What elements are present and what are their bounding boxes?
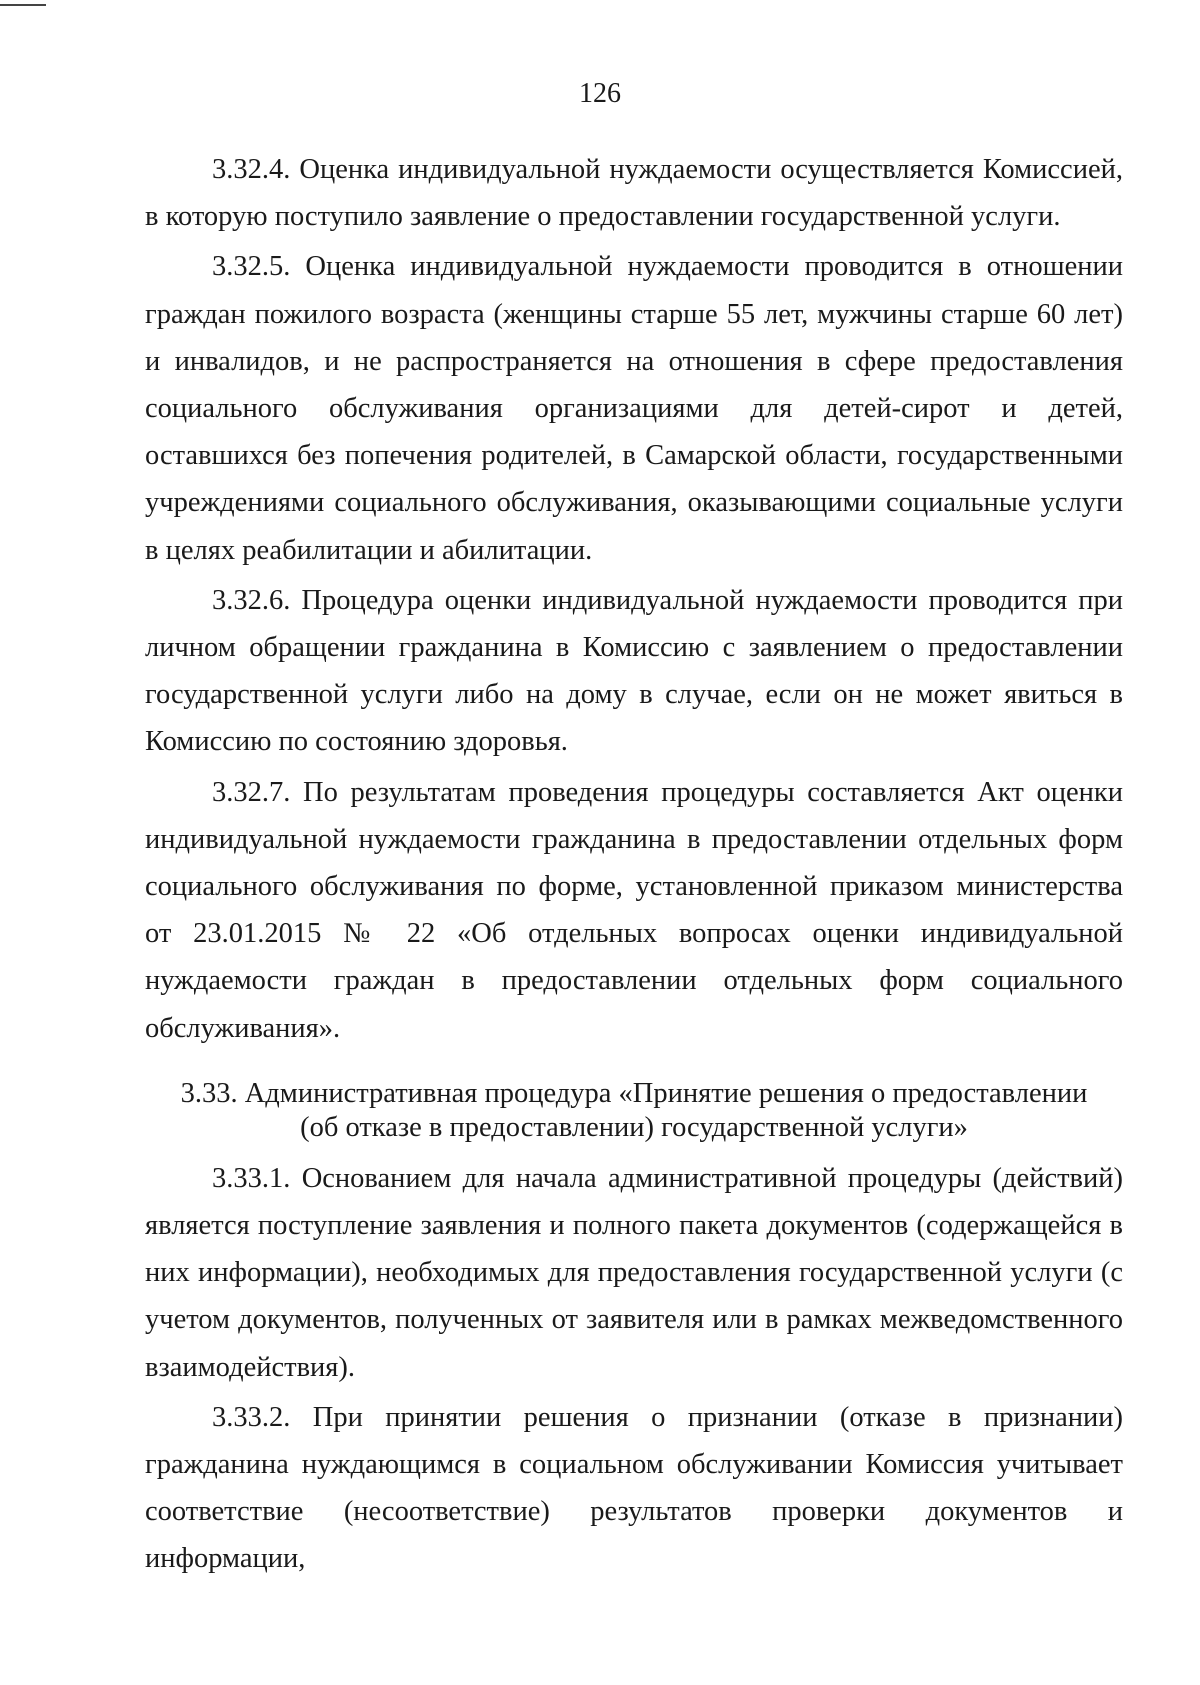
scan-edge-mark xyxy=(0,4,46,6)
document-body xyxy=(145,146,1123,1586)
page-number: 126 xyxy=(579,78,621,109)
section-heading-line-1: 3.33. Административная процедура «Принятие решения о предоставлении xyxy=(180,1077,1088,1109)
paragraph-3-32-7: 3.32.7. По результатам проведения процедуры составляется Акт оценки индивидуальной нуждаемости гражданина в предоставлении отдельных форм социального обслуживания по форме, установленной приказом министерства от 23.01.2015 № 22 «Об отдельных вопросах оценки индивидуальной нуждаемости граждан в предоставлении отдельных форм социального обслуживания». xyxy=(145,776,1123,1044)
paragraph-3-32-6: 3.32.6. Процедура оценки индивидуальной нуждаемости проводится при личном обращении гражданина в Комиссию с заявлением о предоставлении государственной услуги либо на дому в случае, если он не может явиться в Комиссию по состоянию здоровья. xyxy=(145,584,1123,758)
section-heading-3-33 xyxy=(145,1077,1123,1145)
section-heading-line-2: (об отказе в предоставлении) государственной услуги» xyxy=(300,1111,968,1143)
paragraph-3-33-1: 3.33.1. Основанием для начала административной процедуры (действий) является поступление заявления и полного пакета документов (содержащейся в них информации), необходимых для предоставления государственной услуги (с учетом документов, полученных от заявителя или в рамках межведомственного взаимодействия). xyxy=(145,1162,1123,1383)
paragraph-3-32-4: 3.32.4. Оценка индивидуальной нуждаемости осуществляется Комиссией, в которую поступило заявление о предоставлении государственной услуги. xyxy=(145,154,1123,233)
paragraph-3-33-2: 3.33.2. При принятии решения о признании (отказе в признании) гражданина нуждающимся в социальном обслуживании Комиссия учитывает соответствие (несоответствие) результатов проверки документов и информации, xyxy=(145,1401,1123,1575)
paragraph-3-32-5: 3.32.5. Оценка индивидуальной нуждаемости проводится в отношении граждан пожилого возраста (женщины старше 55 лет, мужчины старше 60 лет) и инвалидов, и не распространяется на отношения в сфере предоставления социального обслуживания организациями для детей-сирот и детей, оставшихся без попечения родителей, в Самарской области, государственными учреждениями социального обслуживания, оказывающими социальные услуги в целях реабилитации и абилитации. xyxy=(145,251,1123,566)
